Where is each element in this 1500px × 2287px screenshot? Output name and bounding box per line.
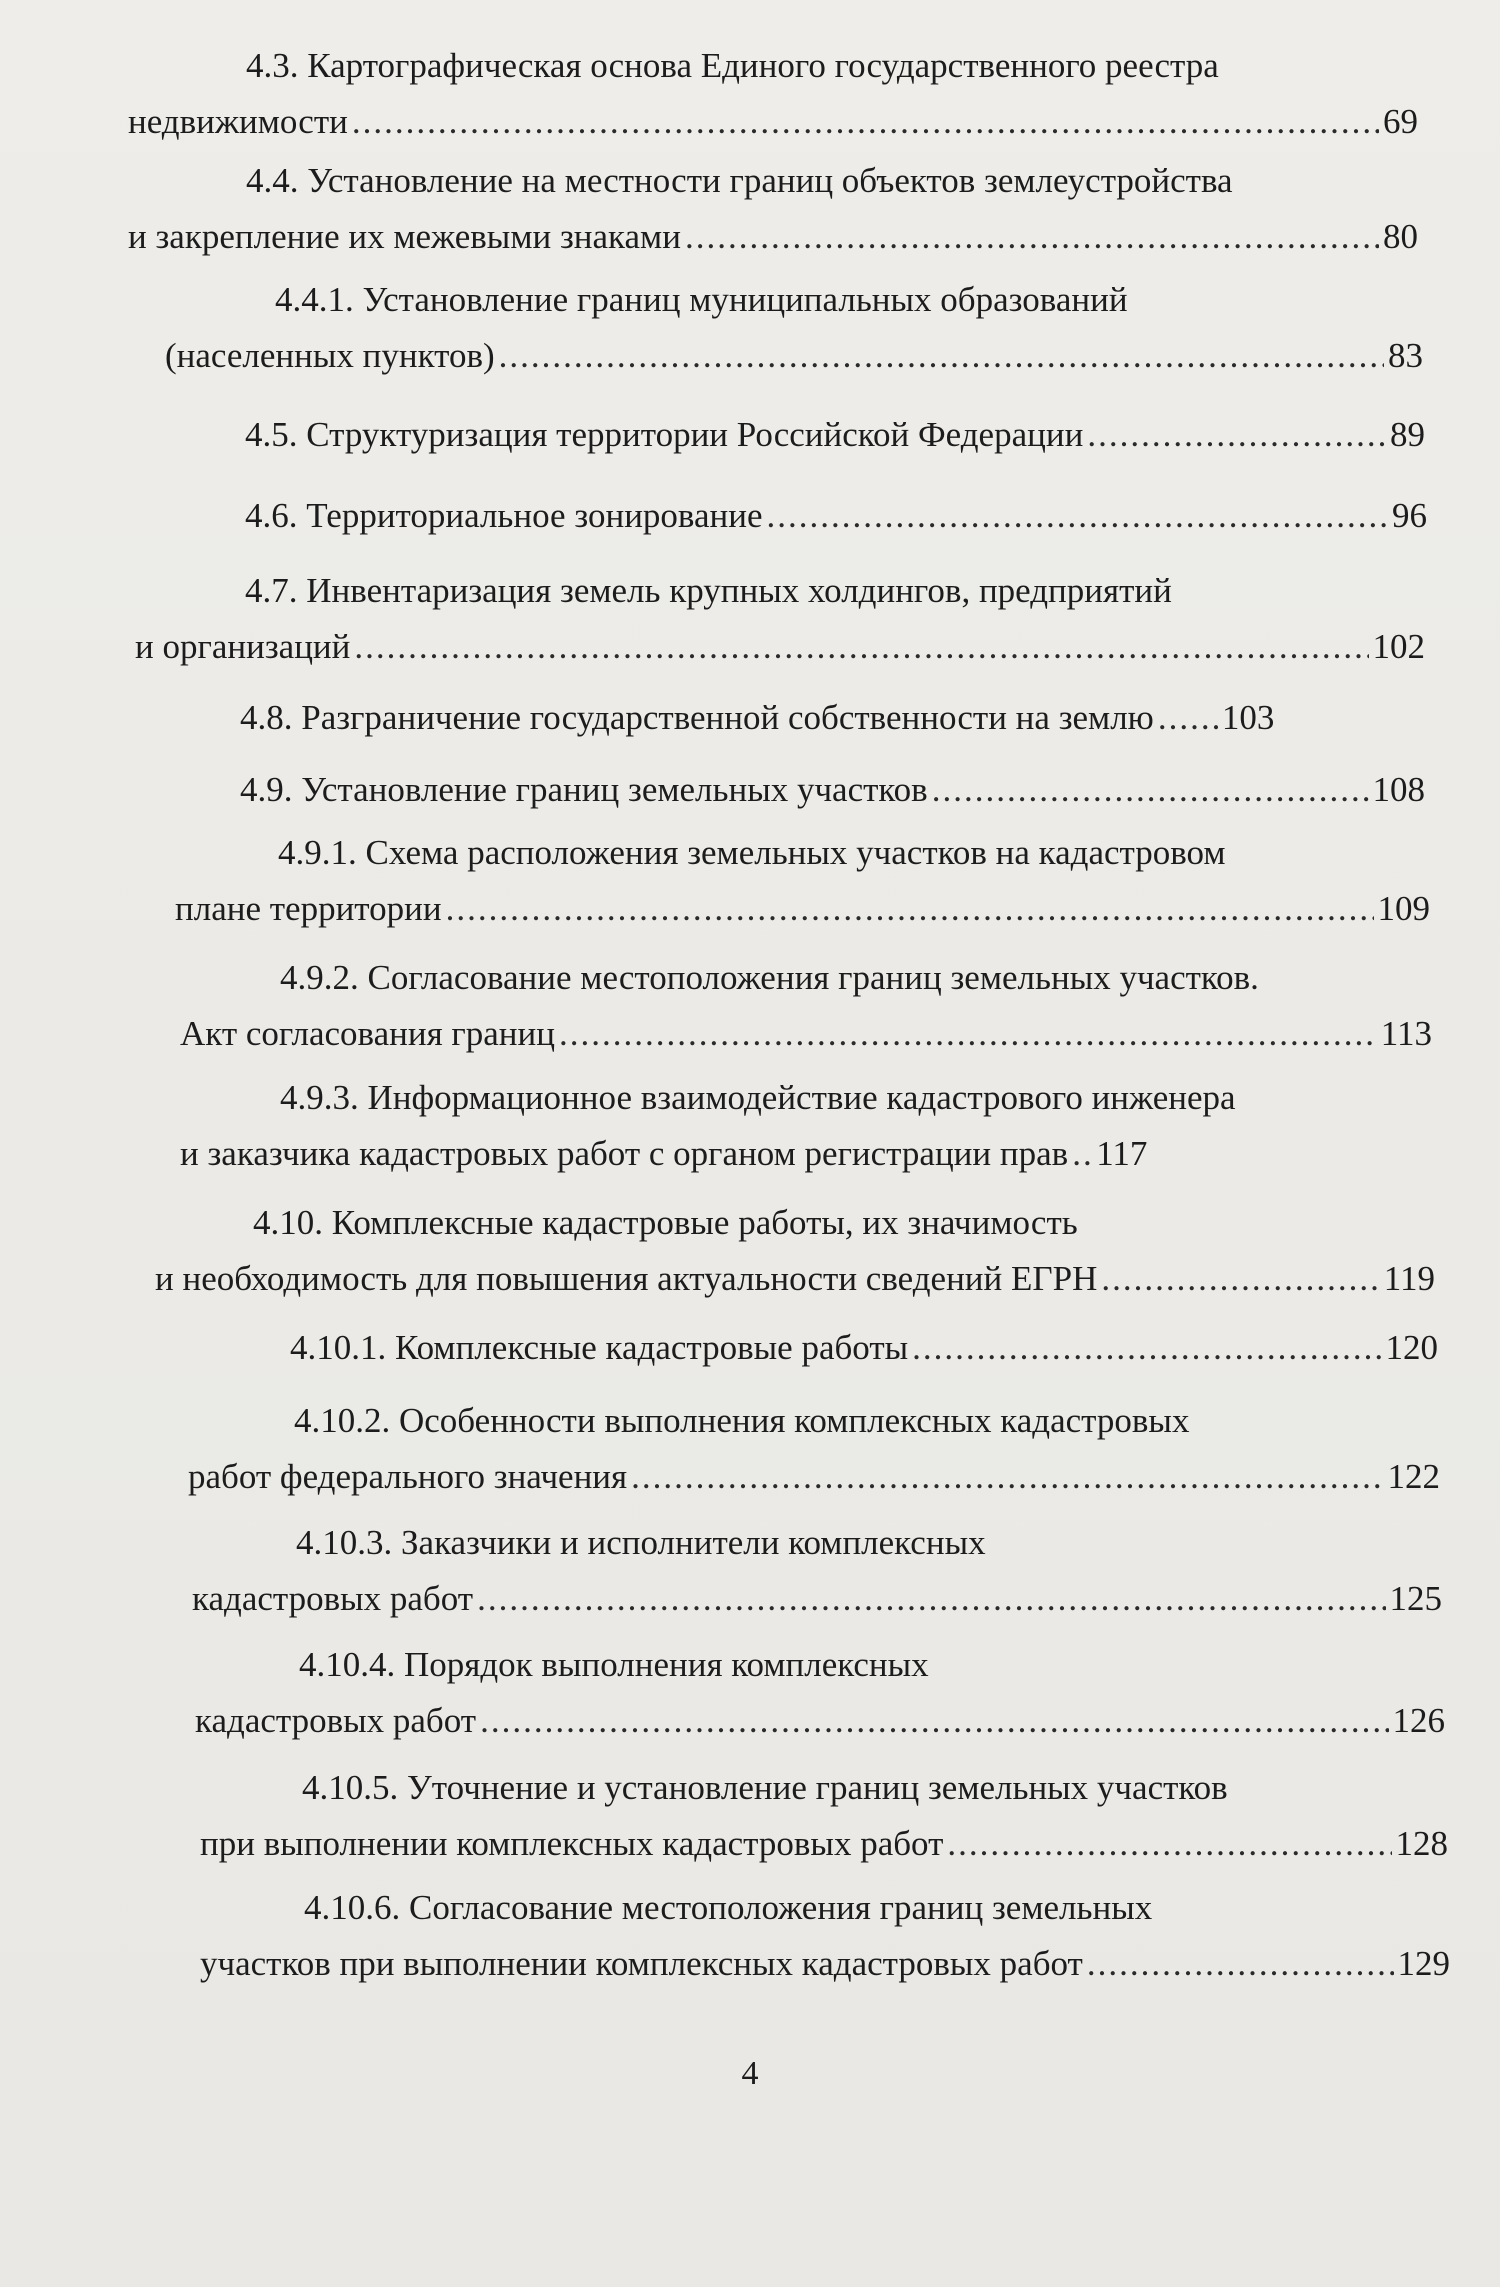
- toc-entry-text: 4.5. Структуризация территории Российской Федерации: [245, 415, 1084, 454]
- dot-leader: [631, 1449, 1383, 1505]
- toc-entry-4-10-1: [290, 1320, 1438, 1376]
- toc-entry-text: 4.8. Разграничение государственной собственности на землю: [240, 698, 1154, 737]
- dot-leader: [932, 762, 1369, 818]
- toc-entry-text: (населенных пунктов): [165, 336, 495, 375]
- toc-entry-text: и необходимость для повышения актуальности сведений ЕГРН: [155, 1259, 1098, 1298]
- toc-page-number: 113: [1380, 1014, 1432, 1053]
- toc-entry-heading: 4.10. Комплексные кадастровые работы, их значимость: [253, 1203, 1078, 1242]
- toc-entry-text: участков при выполнении комплексных кадастровых работ: [200, 1944, 1083, 1983]
- toc-entry-heading: 4.9.3. Информационное взаимодействие кадастрового инженера: [280, 1078, 1236, 1117]
- toc-entry-text: и организаций: [135, 627, 351, 666]
- toc-page-number: 83: [1388, 336, 1423, 375]
- toc-page-number: 128: [1395, 1824, 1448, 1863]
- toc-page-number: 129: [1397, 1944, 1450, 1983]
- toc-page-number: 109: [1377, 889, 1430, 928]
- dot-leader: [1158, 690, 1218, 746]
- toc-entry-4-10-4: [195, 1637, 1445, 1749]
- toc-entry-4-10: [155, 1195, 1435, 1307]
- toc-entry-text: 4.9. Установление границ земельных участков: [240, 770, 928, 809]
- dot-leader: [912, 1320, 1381, 1376]
- toc-entry-4-4-1: [165, 272, 1423, 384]
- toc-page-number: 120: [1385, 1328, 1438, 1367]
- toc-entry-heading: 4.4. Установление на местности границ объектов землеустройства: [246, 161, 1233, 200]
- toc-entry-text: при выполнении комплексных кадастровых работ: [200, 1824, 944, 1863]
- toc-page-number: 103: [1221, 698, 1275, 737]
- toc-entry-text: плане территории: [175, 889, 442, 928]
- toc-entry-heading: 4.10.2. Особенности выполнения комплексных кадастровых: [294, 1401, 1190, 1440]
- toc-page-number: 89: [1390, 415, 1425, 454]
- toc-page-number: 117: [1096, 1134, 1148, 1173]
- toc-page-number: 96: [1392, 496, 1427, 535]
- toc-entry-heading: 4.10.3. Заказчики и исполнители комплексных: [296, 1523, 986, 1562]
- page-number: 4: [741, 2055, 759, 2092]
- toc-entry-heading: 4.10.4. Порядок выполнения комплексных: [299, 1645, 929, 1684]
- toc-entry-heading: 4.10.6. Согласование местоположения границ земельных: [304, 1888, 1153, 1927]
- dot-leader: [685, 209, 1379, 265]
- toc-entry-4-6: [245, 488, 1427, 544]
- toc-entry-4-9-2: [180, 950, 1432, 1062]
- dot-leader: [480, 1693, 1388, 1749]
- toc-page-number: 69: [1383, 102, 1418, 141]
- dot-leader: [1087, 407, 1386, 463]
- toc-entry-heading: 4.10.5. Уточнение и установление границ земельных участков: [302, 1768, 1228, 1807]
- toc-page-number: 80: [1383, 217, 1418, 256]
- toc-entry-4-9: [240, 762, 1425, 818]
- toc-page-number: 102: [1372, 627, 1425, 666]
- toc-entry-text: 4.10.1. Комплексные кадастровые работы: [290, 1328, 909, 1367]
- dot-leader: [559, 1006, 1377, 1062]
- toc-entry-4-10-5: [200, 1760, 1448, 1872]
- toc-entry-4-9-1: [175, 825, 1430, 937]
- toc-entry-text: кадастровых работ: [195, 1701, 477, 1740]
- toc-entry-heading: 4.3. Картографическая основа Единого государственного реестра: [246, 46, 1219, 85]
- dot-leader: [354, 619, 1368, 675]
- dot-leader: [1087, 1936, 1394, 1992]
- toc-entry-text: работ федерального значения: [188, 1457, 628, 1496]
- toc-entry-heading: 4.9.2. Согласование местоположения границ земельных участков.: [280, 958, 1259, 997]
- toc-entry-4-5: [245, 407, 1425, 463]
- toc-entry-text: Акт согласования границ: [180, 1014, 556, 1053]
- dot-leader: [1072, 1126, 1092, 1182]
- toc-entry-heading: 4.4.1. Установление границ муниципальных образований: [275, 280, 1128, 319]
- toc-entry-4-9-3: [180, 1070, 1435, 1182]
- dot-leader: [477, 1571, 1385, 1627]
- toc-entry-4-3: [128, 38, 1418, 150]
- toc-entry-4-10-2: [188, 1393, 1440, 1505]
- toc-entry-text: недвижимости: [128, 102, 348, 141]
- toc-entry-text: и закрепление их межевыми знаками: [128, 217, 681, 256]
- toc-entry-heading: 4.7. Инвентаризация земель крупных холдингов, предприятий: [245, 571, 1172, 610]
- toc-entry-4-10-3: [192, 1515, 1442, 1627]
- toc-page-number: 122: [1387, 1457, 1440, 1496]
- dot-leader: [352, 94, 1379, 150]
- toc-entry-text: кадастровых работ: [192, 1579, 474, 1618]
- dot-leader: [446, 881, 1374, 937]
- toc-entry-text: 4.6. Территориальное зонирование: [245, 496, 763, 535]
- dot-leader: [947, 1816, 1391, 1872]
- toc-page-number: 108: [1372, 770, 1425, 809]
- toc-entry-4-4: [128, 153, 1418, 265]
- toc-page-number: 126: [1392, 1701, 1445, 1740]
- toc-entry-heading: 4.9.1. Схема расположения земельных участков на кадастровом: [278, 833, 1226, 872]
- dot-leader: [1101, 1251, 1379, 1307]
- dot-leader: [767, 488, 1388, 544]
- toc-page-number: 119: [1383, 1259, 1435, 1298]
- toc-entry-4-7: [135, 563, 1425, 675]
- toc-entry-4-10-6: [200, 1880, 1450, 1992]
- toc-page-number: 125: [1389, 1579, 1442, 1618]
- dot-leader: [499, 328, 1384, 384]
- toc-entry-4-8: [240, 690, 1425, 746]
- toc-entry-text: и заказчика кадастровых работ с органом регистрации прав: [180, 1134, 1069, 1173]
